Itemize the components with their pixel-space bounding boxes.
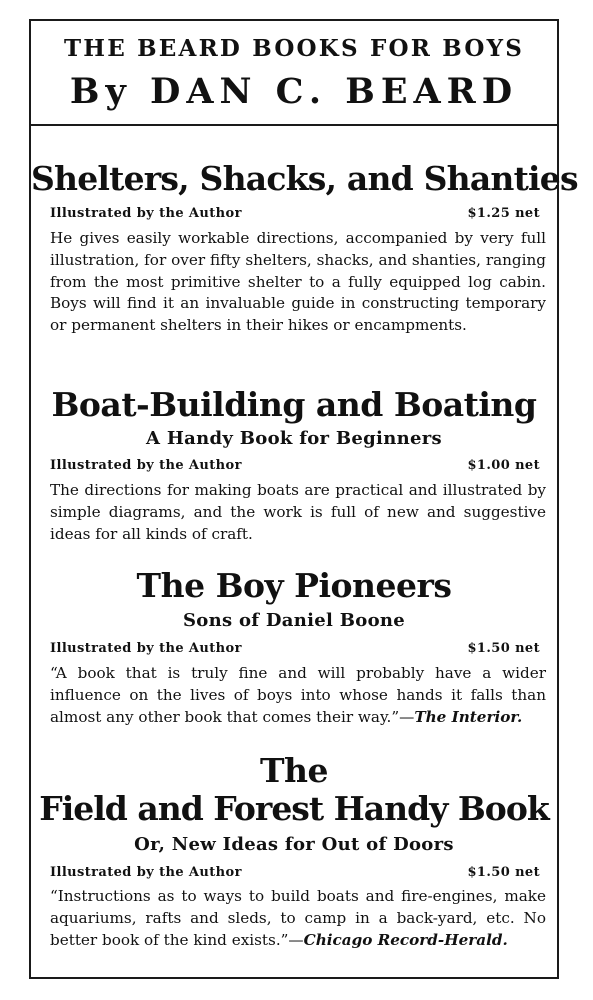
book-subtitle: Or, New Ideas for Out of Doors bbox=[134, 834, 454, 855]
book-subtitle: Sons of Daniel Boone bbox=[182, 610, 406, 631]
book-description: The directions for making boats are practical and illustrated by simple diagrams, and the work is full of new and suggestive ideas for all kinds of craft. bbox=[50, 481, 546, 543]
book-price: $1.00 net bbox=[467, 458, 540, 473]
book-subtitle: A Handy Book for Beginners bbox=[146, 428, 442, 449]
book-price: $1.50 net bbox=[467, 641, 540, 656]
illustrated-by: Illustrated by the Author bbox=[50, 206, 242, 221]
quote-text: “A book that is truly fine and will probably have a wider influence on the lives of boys into whose hands it falls than almost any other book that comes their way.”— bbox=[50, 664, 546, 726]
quote-text: “Instructions as to ways to build boats and fire-engines, make aquariums, rafts and sleds, to camp in a back-yard, etc. No better book of the kind exists.”— bbox=[50, 887, 546, 949]
ad-frame bbox=[29, 19, 578, 979]
book-title-the: The bbox=[259, 751, 329, 790]
illustrated-by: Illustrated by the Author bbox=[50, 865, 242, 880]
header bbox=[31, 21, 557, 126]
book-credit-line bbox=[50, 865, 542, 880]
book-title-boy-pioneers: The Boy Pioneers bbox=[136, 566, 452, 605]
illustrated-by: Illustrated by the Author bbox=[50, 641, 242, 656]
book-title-field-and-forest: Field and Forest Handy Book bbox=[39, 789, 549, 828]
book-price: $1.50 net bbox=[467, 865, 540, 880]
author-line: By DAN C. BEARD bbox=[69, 71, 519, 112]
book-title-shelters: Shelters, Shacks, and Shanties bbox=[31, 159, 578, 198]
book-credit-line bbox=[50, 458, 542, 473]
book-quote bbox=[50, 663, 546, 728]
book-credit-line bbox=[50, 206, 542, 221]
quote-source: Chicago Record-Herald. bbox=[303, 930, 508, 949]
book-credit-line bbox=[50, 641, 542, 656]
book-description: He gives easily workable directions, accompanied by very full illustration, for over fifty shelters, shacks, and shanties, ranging from the most primitive shelter to a fully equipped log cabin. Boys will find it an invaluable guide in constructing temporary or permanent shelters in their hikes or encampments. bbox=[50, 229, 546, 335]
book-title-boat-building: Boat-Building and Boating bbox=[51, 385, 537, 424]
series-title: THE BEARD BOOKS FOR BOYS bbox=[63, 35, 525, 62]
book-price: $1.25 net bbox=[467, 206, 540, 221]
illustrated-by: Illustrated by the Author bbox=[50, 458, 242, 473]
quote-source: The Interior. bbox=[414, 707, 523, 726]
book-quote bbox=[50, 886, 546, 951]
